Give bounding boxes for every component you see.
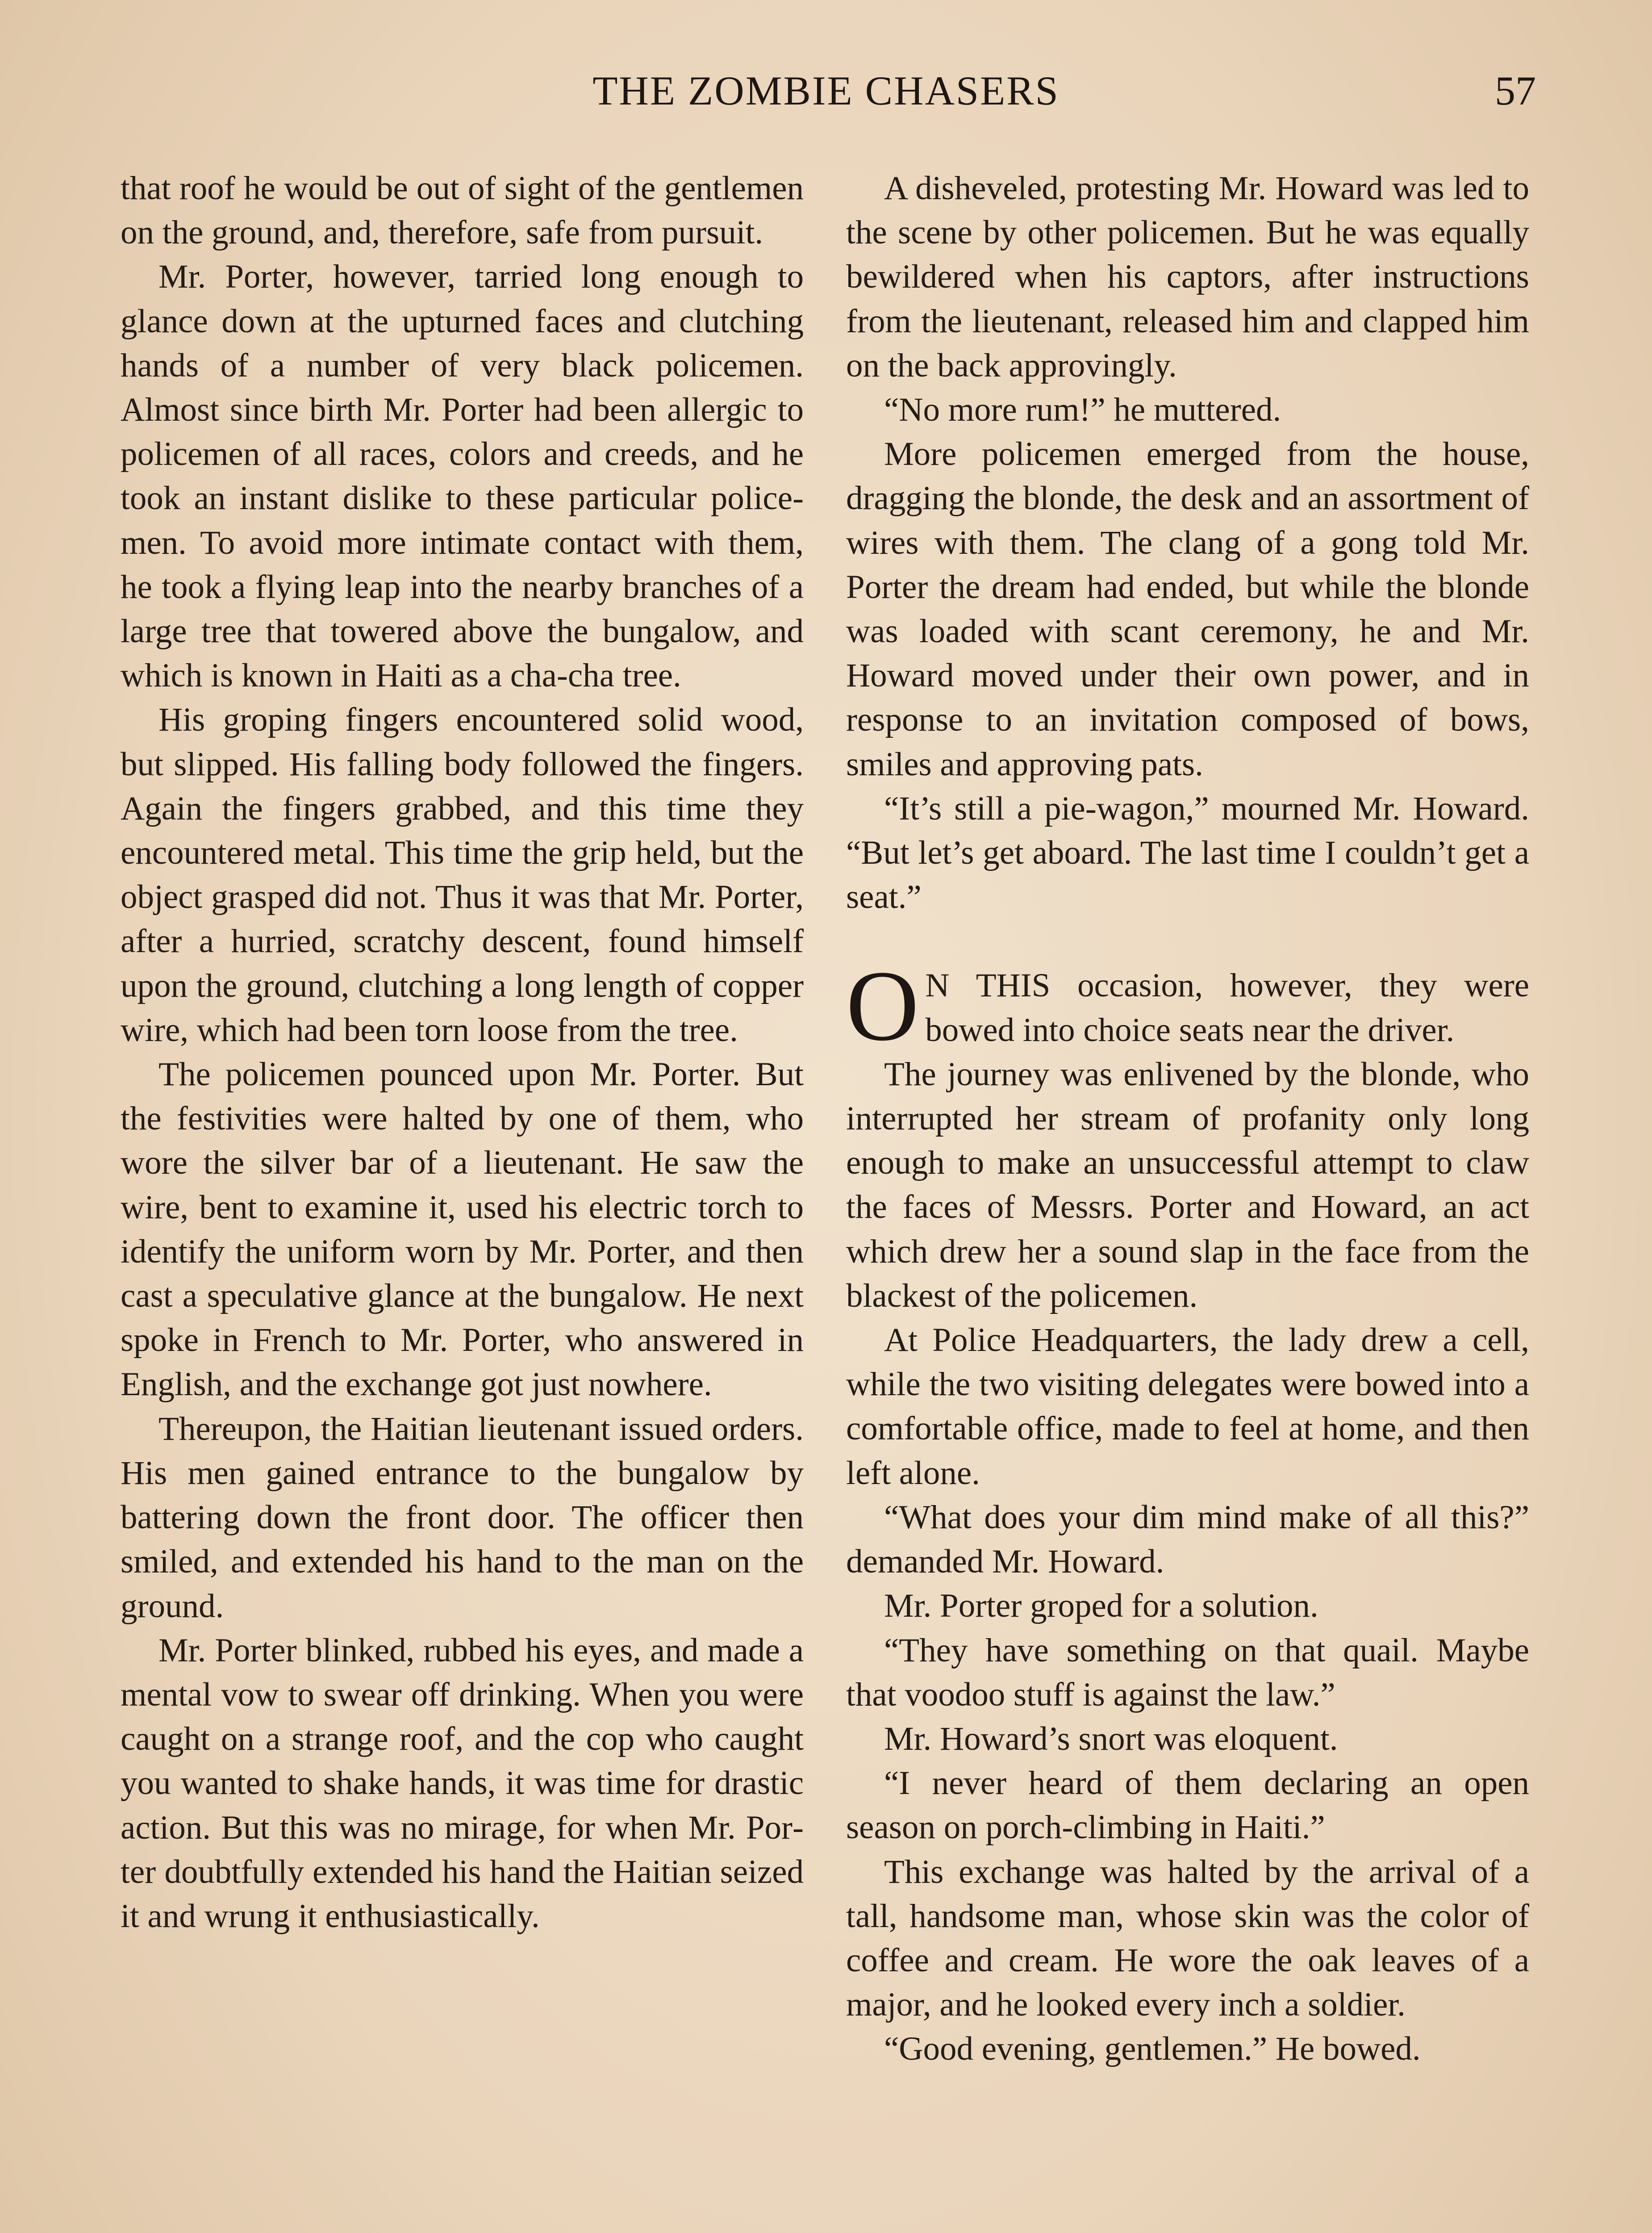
paragraph: The policemen pounced upon Mr. Porter. But the festivities were halted by one of them, who wore the silver bar of a lieutenant. He saw the wire, bent to examine it, used his electric torch to identify the uniform worn by Mr. Porter, and then cast a speculative glance at the bungalow. He next spoke in French to Mr. Porter, who answered in English, and the exchange got just nowhere. xyxy=(121,1056,804,1403)
paragraph: Thereupon, the Haitian lieutenant issued orders. His men gained entrance to the bungalow by battering down the front door. The officer then smiled, and extended his hand to the man on the ground. xyxy=(121,1410,804,1625)
drop-cap: O xyxy=(846,950,919,1062)
paragraph: A disheveled, protesting Mr. Howard was led to the scene by other policemen. But he was equally bewildered when his captors, after instructions from the lieutenant, released him and clapped him on the back approvingly. xyxy=(846,170,1529,384)
paragraph: Mr. Porter groped for a solution. xyxy=(884,1587,1318,1625)
section-opening-text: N THIS occasion, however, they were bowed into choice seats near the driver. xyxy=(925,967,1529,1049)
paragraph: that roof he would be out of sight of the gentlemen on the ground, and, therefore, safe from pursuit. xyxy=(121,170,804,251)
paragraph: “It’s still a pie-wagon,” mourned Mr. Howard. “But let’s get aboard. The last time I couldn’t get a seat.” xyxy=(846,790,1529,916)
left-column xyxy=(121,166,804,2233)
paragraph: “I never heard of them declaring an open season on porch-climbing in Haiti.” xyxy=(846,1765,1529,1846)
paragraph: Mr. Porter blinked, rubbed his eyes, and made a mental vow to swear off drinking. When you were caught on a strange roof, and the cop who caught you wanted to shake hands, it was time for drastic action. But this was no mirage, for when Mr. Porter doubtfully extended his hand the Haitian seized it and wrung it enthusiastically. xyxy=(121,1631,804,1935)
page-number: 57 xyxy=(1495,68,1536,113)
section-opening-paragraph xyxy=(846,950,1529,1062)
paragraph: “No more rum!” he muttered. xyxy=(884,391,1281,429)
paragraph: At Police Headquarters, the lady drew a cell, while the two visiting delegates were bowed into a comfortable office, made to feel at home, and then left alone. xyxy=(846,1321,1529,1492)
paragraph: “What does your dim mind make of all this?” demanded Mr. Howard. xyxy=(846,1498,1529,1581)
right-column xyxy=(846,166,1529,2233)
paragraph: His groping fingers encountered solid wood, but slipped. His falling body followed the fingers. Again the fingers grabbed, and this time they encountered metal. This time the grip held, but the object grasped did not. Thus it was that Mr. Porter, after a hurried, scratchy descent, found himself upon the ground, clutching a long length of copper wire, which had been torn loose from the tree. xyxy=(121,701,804,1049)
paragraph: “They have something on that quail. Maybe that voodoo stuff is against the law.” xyxy=(846,1631,1529,1713)
paragraph: More policemen emerged from the house, dragging the blonde, the desk and an assortment of wires with them. The clang of a gong told Mr. Porter the dream had ended, but while the blonde was loaded with scant ceremony, he and Mr. Howard moved under their own power, and in response to an invitation composed of bows, smiles and approving pats. xyxy=(846,435,1529,783)
paragraph: “Good evening, gentlemen.” He bowed. xyxy=(884,2030,1421,2068)
paragraph: The journey was enlivened by the blonde, who interrupted her stream of profanity only long enough to make an unsuccessful attempt to claw the faces of Messrs. Porter and Howard, an act which drew her a sound slap in the face from the blackest of the policemen. xyxy=(846,1055,1529,1314)
paragraph: Mr. Porter, however, tarried long enough to glance down at the upturned faces and clutching hands of a number of very black policemen. Almost since birth Mr. Porter had been allergic to policemen of all races, colors and creeds, and he took an instant dislike to these particular policemen. To avoid more intimate contact with them, he took a flying leap into the nearby branches of a large tree that towered above the bungalow, and which is known in Haiti as a cha-cha tree. xyxy=(121,258,804,694)
paragraph: This exchange was halted by the arrival of a tall, handsome man, whose skin was the color of coffee and cream. He wore the oak leaves of a major, and he looked every inch a soldier. xyxy=(846,1853,1529,2024)
paragraph: Mr. Howard’s snort was eloquent. xyxy=(884,1720,1338,1757)
running-title: THE ZOMBIE CHASERS xyxy=(592,68,1060,113)
